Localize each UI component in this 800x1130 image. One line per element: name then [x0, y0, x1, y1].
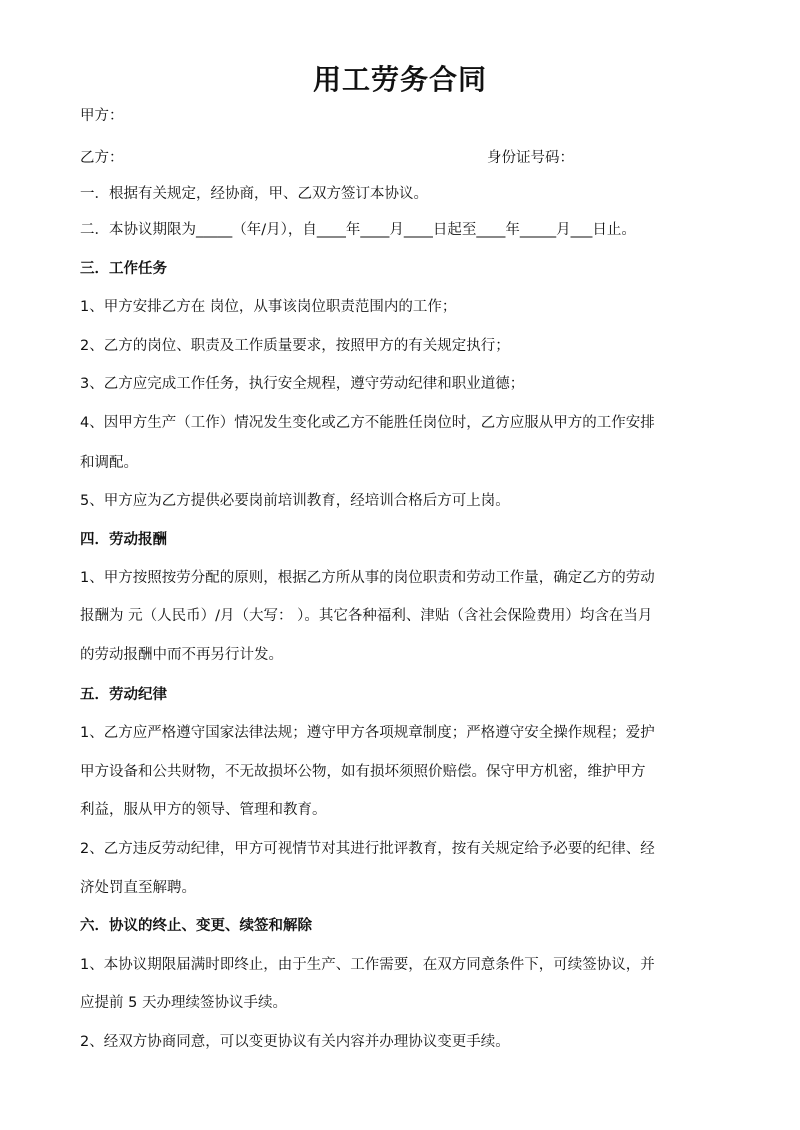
id-number-label: 身份证号码：	[487, 150, 574, 166]
discipline-item-continued: 利益，服从甲方的领导、管理和教育。	[80, 802, 327, 818]
party-b-label: 乙方：	[80, 150, 124, 166]
work-task-item: 5、甲方应为乙方提供必要岗前培训教育，经培训合格后方可上岗。	[80, 493, 510, 509]
remuneration-item-continued: 报酬为 元（人民币）/月（大写： ）。其它各种福利、津贴（含社会保险费用）均含在当月	[80, 608, 653, 624]
discipline-item-continued: 甲方设备和公共财物，不无故损坏公物，如有损坏须照价赔偿。保守甲方机密，维护甲方	[80, 764, 646, 780]
document-title: 用工劳务合同	[312, 63, 487, 96]
work-task-item: 3、乙方应完成工作任务，执行安全规程，遵守劳动纪律和职业道德；	[80, 376, 525, 392]
party-a-label: 甲方：	[80, 108, 124, 124]
termination-item: 1、本协议期限届满时即终止，由于生产、工作需要，在双方同意条件下，可续签协议，并	[80, 957, 655, 973]
section-heading-work-tasks: 三．工作任务	[80, 261, 167, 277]
remuneration-item: 1、甲方按照按劳分配的原则，根据乙方所从事的岗位职责和劳动工作量，确定乙方的劳动	[80, 570, 655, 586]
discipline-item: 2、乙方违反劳动纪律，甲方可视情节对其进行批评教育，按有关规定给予必要的纪律、经	[80, 841, 655, 857]
work-task-item: 1、甲方安排乙方在 岗位，从事该岗位职责范围内的工作；	[80, 299, 457, 315]
section-heading-remuneration: 四．劳动报酬	[80, 532, 167, 548]
discipline-item: 1、乙方应严格遵守国家法律法规；遵守甲方各项规章制度；严格遵守安全操作规程；爱护	[80, 725, 655, 741]
section-heading-labor-discipline: 五．劳动纪律	[80, 687, 167, 703]
work-task-item: 4、因甲方生产（工作）情况发生变化或乙方不能胜任岗位时，乙方应服从甲方的工作安排	[80, 415, 655, 431]
clause-1: 一．根据有关规定，经协商，甲、乙双方签订本协议。	[80, 186, 428, 202]
work-task-item: 2、乙方的岗位、职责及工作质量要求，按照甲方的有关规定执行；	[80, 338, 510, 354]
remuneration-item-continued: 的劳动报酬中而不再另行计发。	[80, 647, 283, 663]
clause-2-term: 二．本协议期限为_____（年/月），自____年____月____日起至____年_____月___日止。	[80, 222, 636, 238]
termination-item-continued: 应提前 5 天办理续签协议手续。	[80, 995, 287, 1011]
discipline-item-continued: 济处罚直至解聘。	[80, 880, 196, 896]
section-heading-termination: 六．协议的终止、变更、续签和解除	[80, 918, 312, 934]
termination-item: 2、经双方协商同意，可以变更协议有关内容并办理协议变更手续。	[80, 1034, 510, 1050]
work-task-item-continued: 和调配。	[80, 455, 138, 471]
